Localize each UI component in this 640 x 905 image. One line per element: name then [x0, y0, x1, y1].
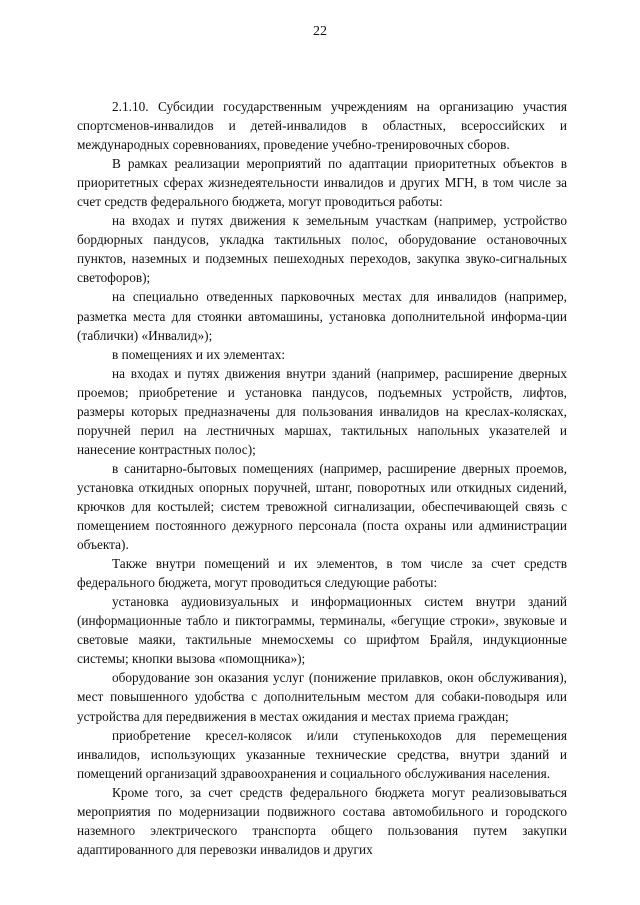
paragraph-entrances-land: на входах и путях движения к земельным участкам (например, устройство бордюрных пандусов, укладка тактильных полос, оборудование остановочных пунктов, наземных и подземных пешеходных переходов, закупка звуко-сигнальных светофоров); — [77, 213, 567, 286]
paragraph-sanitary-rooms: в санитарно-бытовых помещениях (например, расширение дверных проемов, установка откидных опорных поручней, штанг, поворотных или откидных сидений, крючков для костылей; систем тревожной сигнализации, обеспечивающей связь с помещением постоянного дежурного персонала (поста охраны или администрации объекта). — [77, 460, 567, 553]
paragraph-audiovisual-systems: установка аудиовизуальных и информационных систем внутри зданий (информационные табло и пиктограммы, терминалы, «бегущие строки», звуковые и световые маяки, тактильные мнемосхемы со шрифтом Брайля, индукционные системы; кнопки вызова «помощника»); — [77, 594, 567, 667]
paragraph-inside-works-intro: Также внутри помещений и их элементов, в том числе за счет средств федерального бюджета, могут проводиться следующие работы: — [77, 556, 567, 591]
paragraph-adaptation-intro: В рамках реализации мероприятий по адаптации приоритетных объектов в приоритетных сферах жизнедеятельности инвалидов и других МГН, в том числе за счет средств федерального бюджета, могут проводиться работы: — [77, 156, 567, 210]
page-number: 22 — [313, 24, 327, 39]
paragraph-entrances-buildings: на входах и путях движения внутри зданий (например, расширение дверных проемов; приобретение и установка пандусов, подъемных устройств, лифтов, размеры которых предназначены для пользования инвалидов на креслах-колясках, поручней перил на лестничных маршах, тактильных напольных указателей и нанесение контрастных полос); — [77, 365, 567, 457]
paragraph-transport: Кроме того, за счет средств федерального бюджета могут реализовываться мероприятия по модернизации подвижного состава автомобильного и городского наземного электрического транспорта общего пользования путем закупки адаптированного для перевозки инвалидов и других — [77, 784, 567, 857]
paragraph-subsidies: 2.1.10. Субсидии государственным учреждениям на организацию участия спортсменов-инвалидов и детей-инвалидов в областных, всероссийских и международных соревнованиях, проведение учебно-тренировочных сборов. — [77, 99, 567, 153]
paragraph-service-zones: оборудование зон оказания услуг (понижение прилавков, окон обслуживания), мест повышенного удобства с дополнительным местом для собаки-поводыря или устройства для передвижения в местах ожидания и местах приема граждан; — [77, 670, 567, 724]
paragraph-premises: в помещениях и их элементах: — [112, 346, 286, 362]
paragraph-wheelchairs: приобретение кресел-колясок и/или ступенькоходов для перемещения инвалидов, использующих указанные технические средства, внутри зданий и помещений организаций здравоохранения и социального обслуживания населения. — [77, 727, 567, 781]
paragraph-parking: на специально отведенных парковочных местах для инвалидов (например, разметка места для стоянки автомашины, установка дополнительной информа-ции (таблички) «Инвалид»); — [77, 289, 567, 343]
document-body — [77, 97, 567, 859]
